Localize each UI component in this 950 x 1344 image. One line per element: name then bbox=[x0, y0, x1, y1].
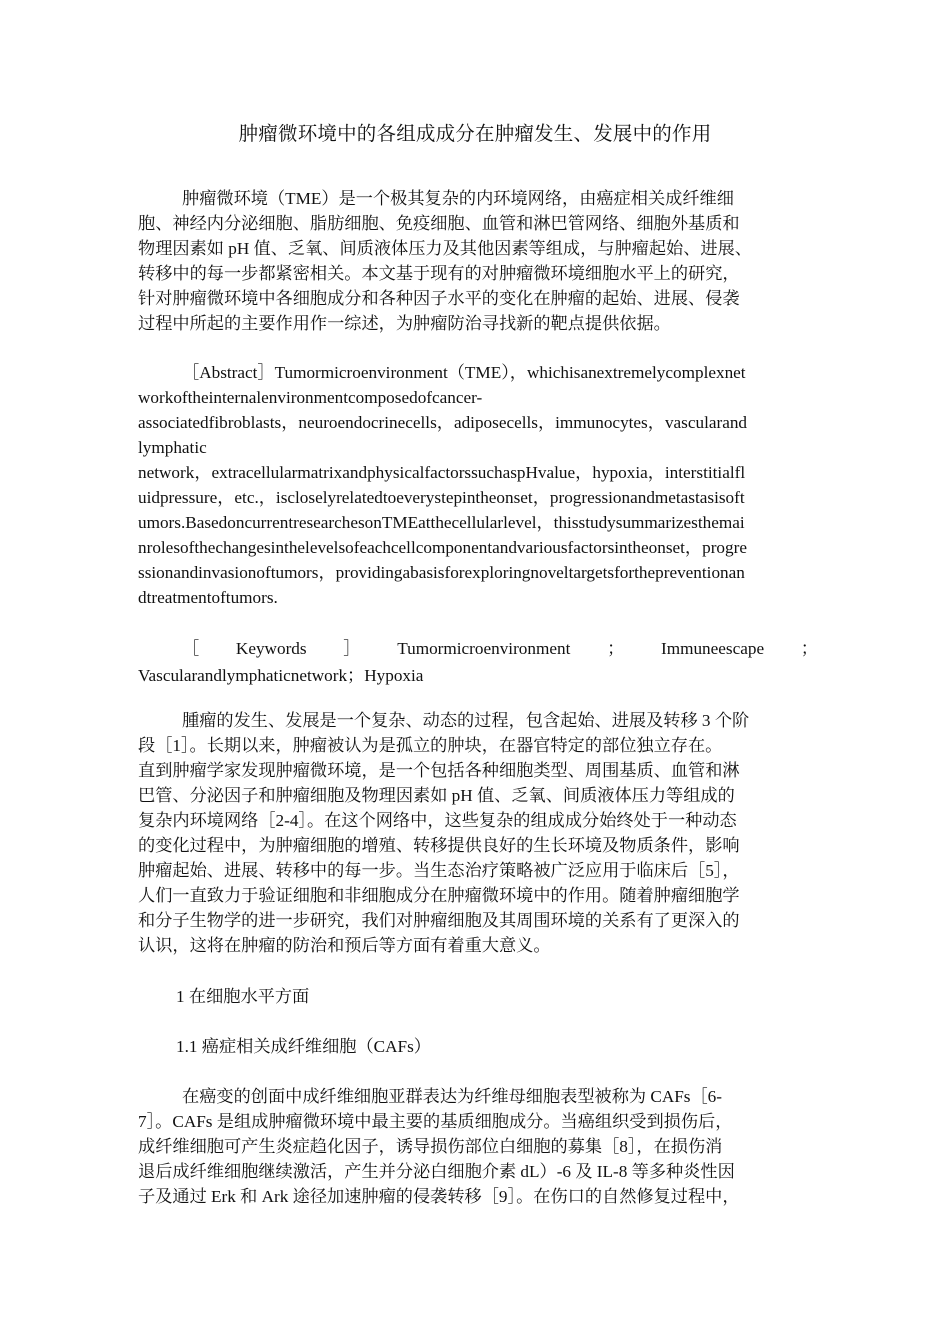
abstract-en-line: network，extracellularmatrixandphysicalfactorssuchaspHvalue，hypoxia，interstitialfl bbox=[138, 463, 746, 482]
abstract-en-line: uidpressure，etc.，iscloselyrelatedtoeverystepintheonset，progressionandmetastasisoft bbox=[138, 488, 745, 507]
abstract-en-line: ［Abstract］Tumormicroenvironment（TME），whichisanextremelycomplexnet bbox=[182, 363, 746, 382]
keywords-block bbox=[138, 636, 818, 688]
section-heading-1-1: 1.1 癌症相关成纤维细胞（CAFs） bbox=[176, 1037, 431, 1056]
intro-line: 腫瘤的发生、发展是一个复杂、动态的过程，包含起始、进展及转移 3 个阶 bbox=[182, 711, 750, 730]
abstract-english bbox=[138, 360, 818, 610]
abstract-cn-line: 转移中的每一步都紧密相关。本文基于现有的对肿瘤微环境细胞水平上的研究， bbox=[138, 264, 740, 283]
intro-line: 复杂内环境网络［2-4］。在这个网络中，这些复杂的组成成分始终处于一种动态 bbox=[138, 811, 737, 830]
intro-line: 肿瘤起始、进展、转移中的每一步。当生态治疗策略被广泛应用于临床后［5］， bbox=[138, 861, 740, 880]
abstract-cn-line: 物理因素如 pH 值、乏氧、间质液体压力及其他因素等组成，与肿瘤起始、进展、 bbox=[138, 239, 752, 258]
abstract-en-line: umors.BasedoncurrentresearchesonTMEatthecellularlevel，thisstudysummarizesthemai bbox=[138, 513, 745, 532]
abstract-en-line: lymphatic bbox=[138, 438, 207, 457]
section-heading-1: 1 在细胞水平方面 bbox=[176, 987, 310, 1006]
intro-line: 段［1］。长期以来，肿瘤被认为是孤立的肿块，在器官特定的部位独立存在。 bbox=[138, 736, 723, 755]
caf-line: 成纤维细胞可产生炎症趋化因子，诱导损伤部位白细胞的募集［8］，在损伤消 bbox=[138, 1137, 723, 1156]
abstract-cn-line: 胞、神经内分泌细胞、脂肪细胞、免疫细胞、血管和淋巴管网络、细胞外基质和 bbox=[138, 214, 740, 233]
caf-paragraph bbox=[138, 1084, 818, 1209]
caf-line: 7］。CAFs 是组成肿瘤微环境中最主要的基质细胞成分。当癌组织受到损伤后， bbox=[138, 1112, 733, 1131]
caf-line: 退后成纤维细胞继续激活，产生并分泌白细胞介素 dL）-6 及 IL-8 等多种炎性因 bbox=[138, 1162, 735, 1181]
keywords-row-2: Vascularandlymphaticnetwork；Hypoxia bbox=[138, 666, 424, 685]
intro-line: 人们一直致力于验证细胞和非细胞成分在肿瘤微环境中的作用。随着肿瘤细胞学 bbox=[138, 886, 740, 905]
abstract-en-line: nrolesofthechangesinthelevelsofeachcellcomponentandvariousfactorsintheonset，progre bbox=[138, 538, 747, 557]
abstract-cn-line: 针对肿瘤微环境中各细胞成分和各种因子水平的变化在肿瘤的起始、进展、侵袭 bbox=[138, 289, 740, 308]
keyword-separator: ； bbox=[800, 639, 818, 658]
intro-line: 巴管、分泌因子和肿瘤细胞及物理因素如 pH 值、乏氧、间质液体压力等组成的 bbox=[138, 786, 735, 805]
keyword-item: Immuneescape bbox=[661, 639, 765, 658]
abstract-chinese bbox=[138, 186, 818, 336]
intro-line: 的变化过程中，为肿瘤细胞的增殖、转移提供良好的生长环境及物质条件，影响 bbox=[138, 836, 740, 855]
abstract-en-line: dtreatmentoftumors. bbox=[138, 588, 278, 607]
abstract-en-line: ssionandinvasionoftumors，providingabasisforexploringnoveltargetsforthepreventionan bbox=[138, 563, 745, 582]
keyword-item: Tumormicroenvironment bbox=[397, 639, 571, 658]
intro-line: 直到肿瘤学家发现肿瘤微环境，是一个包括各种细胞类型、周围基质、血管和淋 bbox=[138, 761, 740, 780]
abstract-en-line: workoftheinternalenvironmentcomposedofcancer- bbox=[138, 388, 483, 407]
keywords-bracket-close: ］ bbox=[343, 639, 361, 658]
intro-line: 和分子生物学的进一步研究，我们对肿瘤细胞及其周围环境的关系有了更深入的 bbox=[138, 911, 740, 930]
keywords-row bbox=[138, 636, 818, 661]
keywords-label: Keywords bbox=[235, 639, 307, 658]
paper-title: 肿瘤微环境中的各组成成分在肿瘤发生、发展中的作用 bbox=[238, 124, 712, 145]
intro-line: 认识，这将在肿瘤的防治和预后等方面有着重大意义。 bbox=[138, 936, 551, 955]
abstract-cn-line: 过程中所起的主要作用作一综述，为肿瘤防治寻找新的靶点提供依据。 bbox=[138, 314, 671, 333]
caf-line: 子及通过 Erk 和 Ark 途径加速肿瘤的侵袭转移［9］。在伤口的自然修复过程中， bbox=[138, 1187, 740, 1206]
keyword-separator: ； bbox=[607, 639, 625, 658]
intro-paragraph bbox=[138, 708, 818, 958]
keywords-bracket-open: ［ bbox=[182, 639, 200, 658]
abstract-cn-line: 肿瘤微环境（TME）是一个极其复杂的内环境网络，由癌症相关成纤维细 bbox=[182, 189, 734, 208]
abstract-en-line: associatedfibroblasts，neuroendocrinecells，adiposecells，immunocytes，vascularand bbox=[138, 413, 748, 432]
caf-line: 在癌变的创面中成纤维细胞亚群表达为纤维母细胞表型被称为 CAFs［6- bbox=[182, 1087, 722, 1106]
